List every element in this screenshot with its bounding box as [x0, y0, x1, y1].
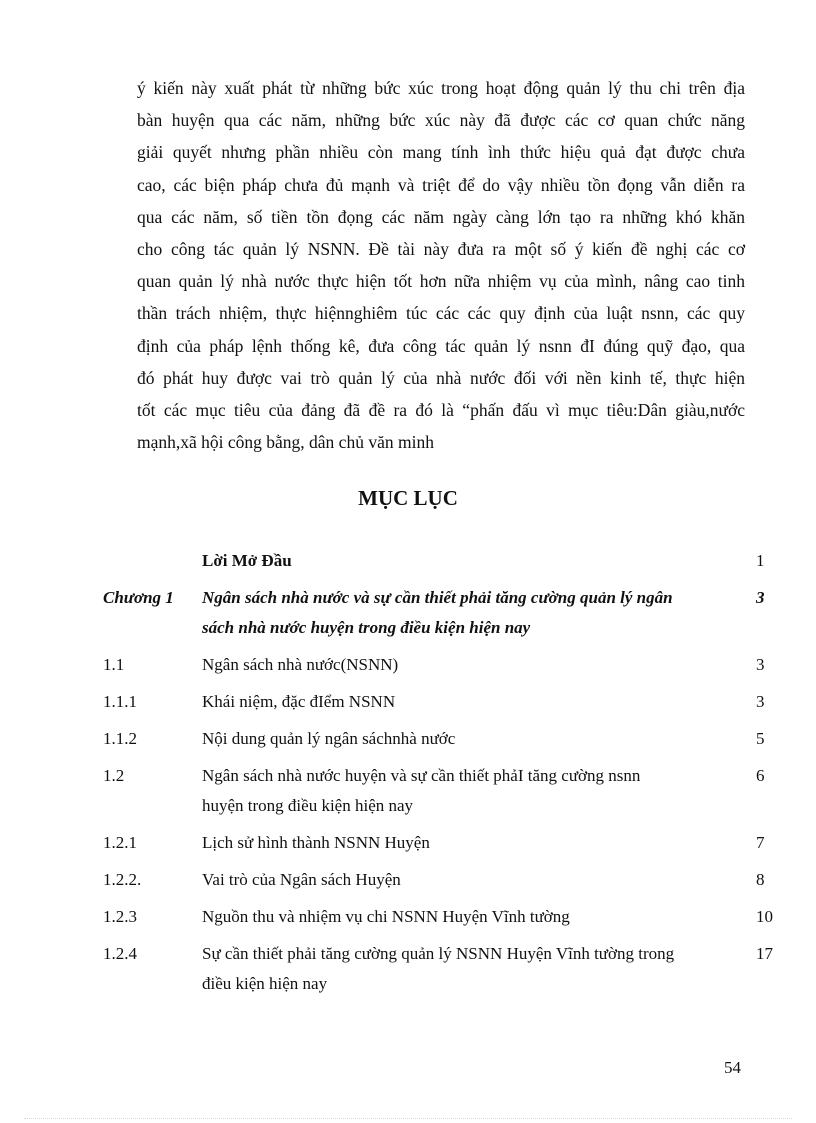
toc-entry-1-1-2[interactable]: [103, 724, 783, 754]
page-number: 54: [724, 1058, 741, 1077]
toc-entry-title: Nội dung quản lý ngân sáchnhà nước: [202, 729, 456, 748]
toc-entry-title: Lời Mở Đầu: [202, 551, 292, 570]
paragraph-line: qua các năm, số tiền tồn đọng các năm ngày càng lớn tạo ra những khó khăn: [137, 206, 745, 227]
toc-entry-number: Chương 1: [103, 588, 174, 607]
toc-entry-1-1[interactable]: [103, 650, 783, 680]
toc-entry-intro[interactable]: [103, 546, 783, 576]
toc-entry-number: 1.2.4: [103, 944, 137, 963]
toc-entry-number: 1.2.3: [103, 907, 137, 926]
toc-entry-title: Ngân sách nhà nước và sự cần thiết phải tăng cường quản lý ngân sách nhà nước huyện trong điều kiện hiện nay: [202, 588, 673, 637]
toc-entry-1-2-2[interactable]: [103, 865, 783, 895]
paragraph-line: quan quản lý nhà nước thực hiện tốt hơn nữa nhiệm vụ của mình, nâng cao tinh: [137, 271, 745, 292]
toc-entry-page: 3: [756, 588, 765, 607]
page-bottom-divider: [24, 1118, 792, 1119]
paragraph-line: cho công tác quản lý NSNN. Đề tài này đưa ra một số ý kiến đề nghị các cơ: [137, 239, 745, 260]
toc-entry-number: 1.1: [103, 655, 125, 674]
paragraph-line: tốt các mục tiêu của đảng đã đề ra đó là “phấn đấu vì mục tiêu:Dân giàu,nước: [137, 400, 745, 421]
toc-entry-number: 1.2: [103, 766, 125, 785]
toc-entry-number: 1.2.2.: [103, 870, 142, 889]
toc-entry-title: Khái niệm, đặc đIểm NSNN: [202, 692, 396, 711]
toc-entry-page: 7: [756, 833, 765, 852]
toc-entry-title: Nguồn thu và nhiệm vụ chi NSNN Huyện Vĩnh tường: [202, 907, 570, 926]
toc-title: MỤC LỤC: [358, 486, 458, 510]
toc-entry-number: 1.1.2: [103, 729, 137, 748]
paragraph-line: ý kiến này xuất phát từ những bức xúc trong hoạt động quản lý thu chi trên địa: [137, 78, 745, 98]
toc-entry-chapter-1[interactable]: [103, 583, 783, 643]
toc-entry-page: 6: [756, 766, 765, 785]
intro-paragraph: [137, 72, 745, 458]
paragraph-line: giải quyết nhưng phần nhiều còn mang tính ình thức hiệu quả đạt được chưa: [137, 142, 745, 163]
paragraph-line: cao, các biện pháp chưa đủ mạnh và triệt để do vậy nhiều tồn đọng vẫn diễn ra: [137, 174, 745, 195]
table-of-contents: [103, 546, 783, 1006]
toc-entry-page: 8: [756, 870, 765, 889]
toc-entry-1-1-1[interactable]: [103, 687, 783, 717]
toc-entry-number: 1.2.1: [103, 833, 137, 852]
paragraph-line: bàn huyện qua các năm, những bức xúc này đã được các cơ quan chức năng: [137, 110, 745, 131]
paragraph-line: thần trách nhiệm, thực hiệnnghiêm túc các các quy định của luật nsnn, các quy: [137, 303, 745, 324]
paragraph-line: đó phát huy được vai trò quản lý của nhà nước đối với nền kinh tế, thực hiện: [137, 367, 745, 388]
toc-entry-page: 5: [756, 729, 765, 748]
toc-entry-title: Lịch sử hình thành NSNN Huyện: [202, 833, 430, 852]
toc-entry-title: Ngân sách nhà nước huyện và sự cần thiết phảI tăng cường nsnn huyện trong điều kiện hiện nay: [202, 766, 641, 815]
toc-entry-title: Vai trò của Ngân sách Huyện: [202, 870, 401, 889]
paragraph-line: định của pháp lệnh thống kê, đưa công tác quản lý nsnn đI đúng quỹ đạo, qua: [137, 335, 745, 356]
toc-entry-1-2-1[interactable]: [103, 828, 783, 858]
toc-entry-number: 1.1.1: [103, 692, 137, 711]
toc-entry-1-2-3[interactable]: [103, 902, 783, 932]
toc-entry-title: Ngân sách nhà nước(NSNN): [202, 655, 399, 674]
toc-entry-page: 1: [756, 551, 765, 570]
toc-entry-page: 3: [756, 692, 765, 711]
toc-entry-1-2-4[interactable]: [103, 939, 783, 999]
paragraph-line: mạnh,xã hội công bằng, dân chủ văn minh: [137, 432, 434, 453]
toc-entry-title: Sự cần thiết phải tăng cường quản lý NSNN Huyện Vĩnh tường trong điều kiện hiện nay: [202, 944, 675, 993]
toc-entry-page: 10: [756, 907, 773, 926]
toc-entry-page: 3: [756, 655, 765, 674]
toc-entry-1-2[interactable]: [103, 761, 783, 821]
toc-entry-page: 17: [756, 944, 773, 963]
